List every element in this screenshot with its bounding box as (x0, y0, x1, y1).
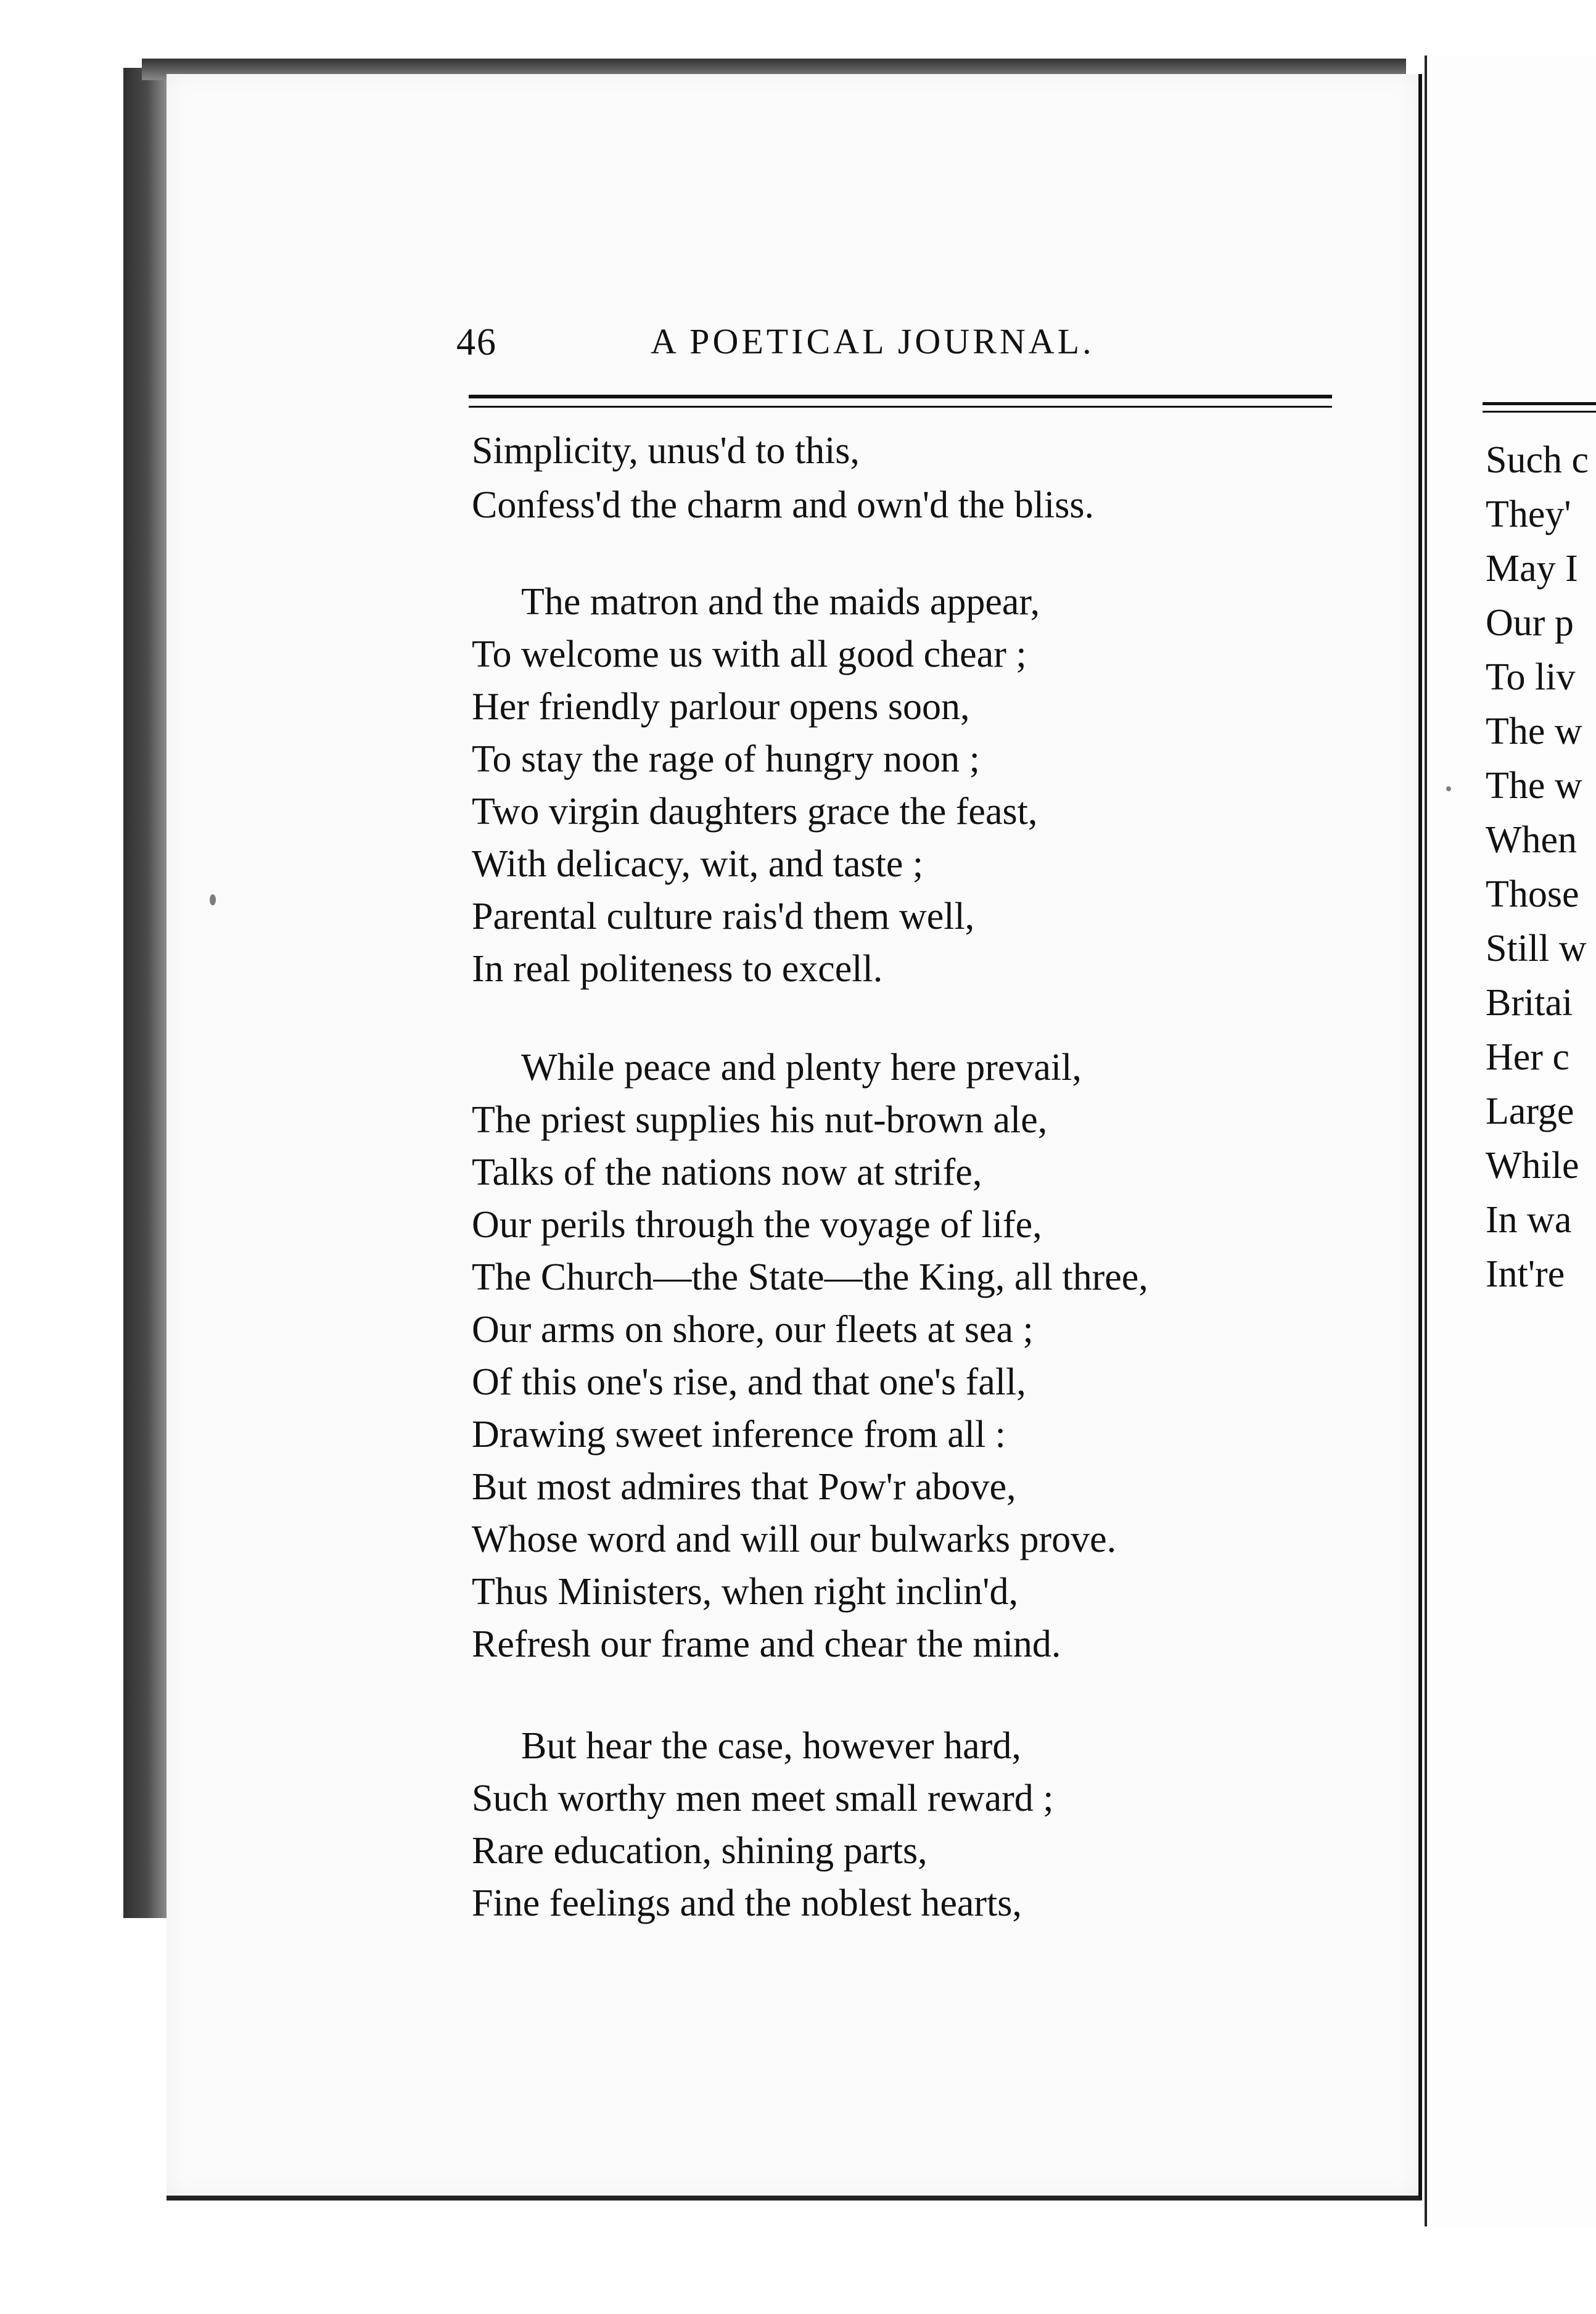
poem-line: Thus Ministers, when right inclin'd, (472, 1571, 1018, 1613)
poem-line: Talks of the nations now at strife, (472, 1151, 982, 1193)
facing-line: They' (1486, 493, 1571, 535)
facing-line: In wa (1486, 1199, 1572, 1241)
running-title: A POETICAL JOURNAL. (651, 321, 1095, 361)
facing-line: Those (1486, 873, 1579, 915)
poem-line: With delicacy, wit, and taste ; (472, 843, 924, 885)
facing-line: While (1486, 1145, 1579, 1187)
poem-line: While peace and plenty here prevail, (521, 1047, 1082, 1089)
poem-line: Whose word and will our bulwarks prove. (472, 1518, 1117, 1560)
facing-line: Such c (1486, 439, 1589, 481)
poem-line: The priest supplies his nut-brown ale, (472, 1099, 1048, 1141)
poem-line: Our arms on shore, our fleets at sea ; (472, 1309, 1034, 1351)
facing-line: Still w (1486, 928, 1587, 970)
poem-line: Confess'd the charm and own'd the bliss. (472, 484, 1095, 526)
poem-line: Drawing sweet inference from all : (472, 1414, 1006, 1456)
facing-line: Britai (1486, 982, 1573, 1024)
poem-line: Refresh our frame and chear the mind. (472, 1623, 1061, 1665)
page-number: 46 (456, 321, 497, 363)
poem-line: To stay the rage of hungry noon ; (472, 738, 980, 780)
facing-line: The w (1486, 710, 1582, 752)
poem-line: Of this one's rise, and that one's fall, (472, 1361, 1026, 1403)
header-rule-thin (469, 406, 1332, 408)
ink-speck (210, 894, 216, 905)
facing-line: When (1486, 819, 1577, 861)
ink-speck (1446, 786, 1451, 791)
poem-line: The Church—the State—the King, all three, (472, 1256, 1148, 1298)
poem-line: Simplicity, unus'd to this, (472, 430, 860, 472)
facing-line: Large (1486, 1090, 1574, 1132)
header-rule (469, 395, 1332, 398)
poem-line: Parental culture rais'd them well, (472, 896, 975, 937)
poem-line: But hear the case, however hard, (521, 1725, 1021, 1767)
poem-line: Fine feelings and the noblest hearts, (472, 1882, 1022, 1924)
poem-line: Our perils through the voyage of life, (472, 1204, 1042, 1246)
facing-line: Int're (1486, 1253, 1565, 1295)
facing-header-rule (1483, 402, 1596, 405)
facing-line: Our p (1486, 602, 1574, 644)
poem-line: Such worthy men meet small reward ; (472, 1777, 1054, 1819)
poem-line: Her friendly parlour opens soon, (472, 686, 970, 728)
facing-page (1425, 56, 1596, 2226)
facing-line: May I (1486, 548, 1578, 590)
page-header (456, 315, 1344, 382)
facing-line: The w (1486, 765, 1582, 807)
poem-line: The matron and the maids appear, (521, 581, 1040, 623)
poem-line: Two virgin daughters grace the feast, (472, 791, 1038, 833)
poem-line: But most admires that Pow'r above, (472, 1466, 1016, 1508)
facing-line: To liv (1486, 656, 1576, 698)
facing-line: Her c (1486, 1036, 1569, 1078)
facing-header-rule-thin (1483, 411, 1596, 413)
poem-line: Rare education, shining parts, (472, 1830, 928, 1872)
poem-line: In real politeness to excell. (472, 948, 883, 990)
poem-line: To welcome us with all good chear ; (472, 633, 1027, 675)
